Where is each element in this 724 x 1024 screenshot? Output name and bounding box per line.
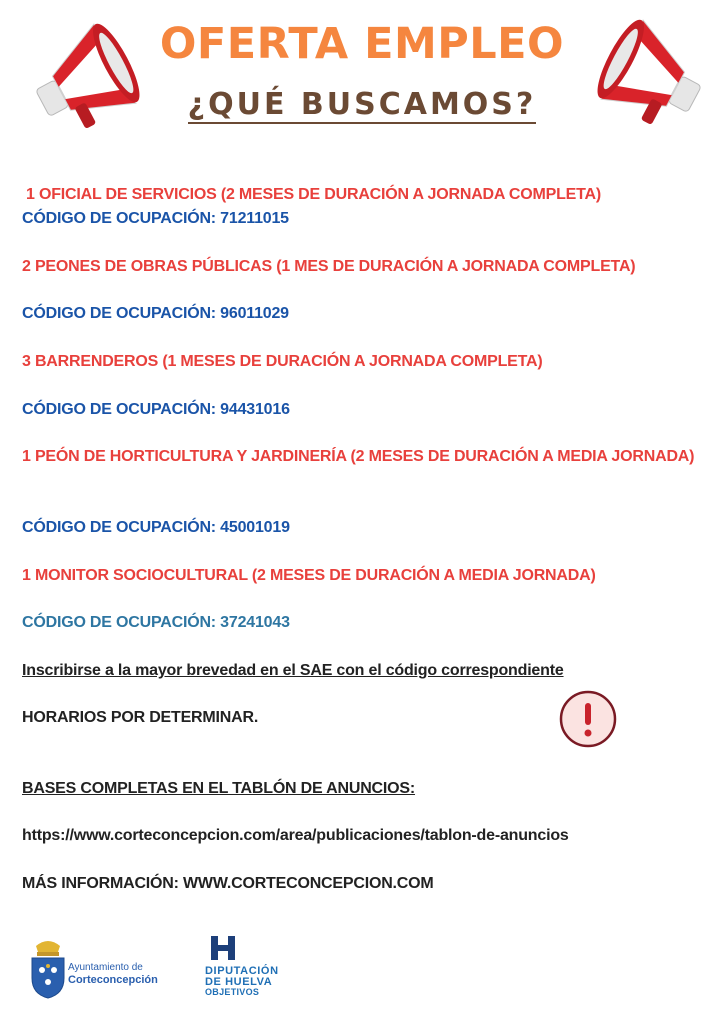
offer-code: CÓDIGO DE OCUPACIÓN: 94431016 — [22, 401, 290, 418]
offer-position: 3 BARRENDEROS (1 MESES DE DURACIÓN A JORNADA COMPLETA) — [22, 353, 543, 370]
ayuntamiento-crest-logo — [28, 934, 68, 1000]
page-title: OFERTA EMPLEO — [159, 19, 565, 69]
megaphone-icon — [583, 16, 715, 132]
diputacion-name: DE HUELVA — [205, 976, 273, 988]
diputacion-label: DIPUTACIÓN — [205, 965, 279, 977]
ayuntamiento-label: Ayuntamiento de — [68, 962, 143, 973]
offer-position: 1 OFICIAL DE SERVICIOS (2 MESES DE DURACIÓN A JORNADA COMPLETA) — [26, 186, 602, 203]
offer-code: CÓDIGO DE OCUPACIÓN: 71211015 — [22, 210, 289, 227]
diputacion-objetivos: OBJETIVOS — [205, 987, 260, 997]
ayuntamiento-name: Corteconcepción — [68, 974, 158, 986]
offer-position: 2 PEONES DE OBRAS PÚBLICAS (1 MES DE DURACIÓN A JORNADA COMPLETA) — [22, 258, 636, 275]
offer-code: CÓDIGO DE OCUPACIÓN: 37241043 — [22, 614, 290, 631]
warning-icon — [559, 690, 617, 748]
register-note: Inscribirse a la mayor brevedad en el SAE con el código correspondiente — [22, 662, 564, 679]
offer-code: CÓDIGO DE OCUPACIÓN: 45001019 — [22, 519, 290, 536]
bases-heading: BASES COMPLETAS EN EL TABLÓN DE ANUNCIOS: — [22, 780, 416, 797]
subtitle-text: ¿QUÉ BUSCAMOS? — [187, 87, 537, 122]
offer-position: 1 PEÓN DE HORTICULTURA Y JARDINERÍA (2 MESES DE DURACIÓN A MEDIA JORNADA) — [22, 448, 695, 465]
diputacion-h-logo — [205, 934, 241, 964]
more-info: MÁS INFORMACIÓN: WWW.CORTECONCEPCION.COM — [22, 875, 434, 892]
megaphone-icon — [22, 20, 154, 136]
offer-position: 1 MONITOR SOCIOCULTURAL (2 MESES DE DURACIÓN A MEDIA JORNADA) — [22, 567, 596, 584]
offer-code: CÓDIGO DE OCUPACIÓN: 96011029 — [22, 305, 289, 322]
bases-url-link[interactable]: https://www.corteconcepcion.com/area/publicaciones/tablon-de-anuncios — [22, 827, 569, 844]
schedule-note: HORARIOS POR DETERMINAR. — [22, 709, 259, 726]
